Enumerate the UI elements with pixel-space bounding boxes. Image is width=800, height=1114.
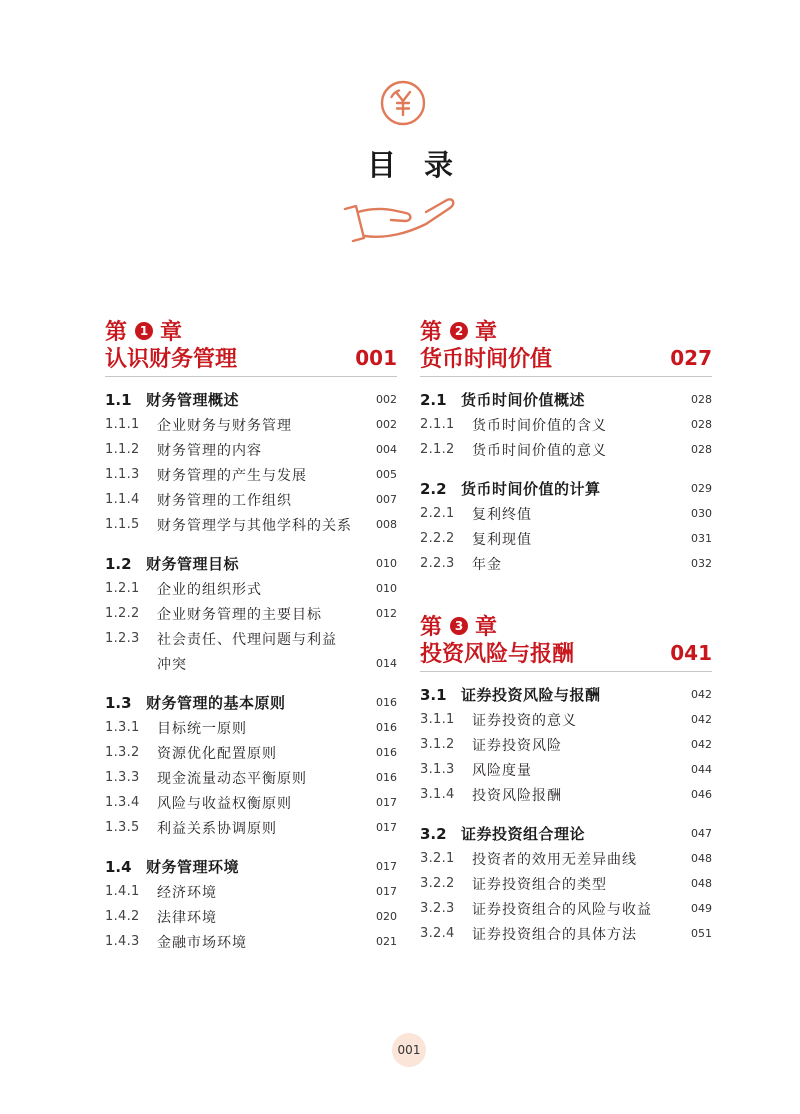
entry-title-line-1: 社会责任、代理问题与利益	[157, 631, 337, 648]
toc-entry	[105, 487, 397, 512]
section-page: 029	[691, 482, 712, 495]
section-title: 证券投资风险与报酬	[461, 686, 601, 704]
entry-title: 证券投资风险	[472, 737, 562, 754]
toc-entry	[420, 412, 712, 437]
entry-number: 1.1.4	[105, 492, 140, 507]
toc-entry	[105, 601, 397, 626]
entry-title: 投资者的效用无差异曲线	[472, 851, 637, 868]
entry-title: 复利现值	[472, 531, 532, 548]
entry-page: 031	[691, 532, 712, 545]
toc-entry	[420, 437, 712, 462]
section-heading	[420, 387, 712, 412]
entry-number: 2.1.1	[420, 417, 455, 432]
toc-entry	[420, 732, 712, 757]
entry-title: 复利终值	[472, 506, 532, 523]
entry-page: 042	[691, 738, 712, 751]
entry-title: 金融市场环境	[157, 934, 247, 951]
chapter-title-row	[105, 344, 397, 377]
entry-page: 020	[376, 910, 397, 923]
entry-title: 货币时间价值的含义	[472, 417, 607, 434]
toc-entry	[105, 929, 397, 954]
toc-entry	[105, 765, 397, 790]
section-title: 货币时间价值的计算	[461, 480, 601, 498]
toc-entry	[105, 740, 397, 765]
toc-entry	[420, 782, 712, 807]
toc-column-left	[105, 317, 397, 954]
section-heading	[420, 682, 712, 707]
hand-thumb	[358, 209, 410, 221]
entry-number: 3.2.3	[420, 901, 455, 916]
toc-column-right	[420, 317, 712, 946]
entry-title: 财务管理学与其他学科的关系	[157, 517, 352, 534]
section-heading	[105, 854, 397, 879]
entry-page: 007	[376, 493, 397, 506]
entry-page: 017	[376, 796, 397, 809]
toc-entry	[105, 715, 397, 740]
chapter-page: 001	[355, 345, 397, 370]
entry-page: 014	[376, 657, 397, 670]
entry-title: 财务管理的内容	[157, 442, 262, 459]
section-page: 017	[376, 860, 397, 873]
section-heading	[420, 476, 712, 501]
section-page: 028	[691, 393, 712, 406]
toc-entry	[105, 904, 397, 929]
chapter-prefix: 第	[420, 615, 443, 640]
entry-title: 目标统一原则	[157, 720, 247, 737]
section-number: 1.2	[105, 554, 132, 573]
entry-page: 021	[376, 935, 397, 948]
entry-number: 1.3.5	[105, 820, 140, 835]
entry-page: 002	[376, 418, 397, 431]
entry-page: 012	[376, 607, 397, 620]
toc-entry	[420, 501, 712, 526]
footer-page-number: 001	[392, 1033, 426, 1067]
section-title: 财务管理的基本原则	[146, 694, 286, 712]
section-number: 1.3	[105, 693, 132, 712]
entry-number: 2.2.1	[420, 506, 455, 521]
chapter-prefix: 第	[105, 320, 128, 345]
entry-title: 企业财务管理的主要目标	[157, 606, 322, 623]
entry-page: 032	[691, 557, 712, 570]
toc-entry-continuation	[105, 651, 397, 676]
entry-title: 年金	[472, 556, 502, 573]
toc-entry	[420, 551, 712, 576]
section-number: 1.1	[105, 390, 132, 409]
entry-number: 2.2.3	[420, 556, 455, 571]
entry-page: 016	[376, 746, 397, 759]
toc-entry	[105, 790, 397, 815]
section-title: 财务管理概述	[146, 391, 240, 409]
chapter-suffix: 章	[475, 320, 498, 345]
entry-page: 048	[691, 877, 712, 890]
entry-number: 1.4.2	[105, 909, 140, 924]
chapter-1	[105, 317, 397, 954]
entry-page: 030	[691, 507, 712, 520]
chapter-title-row	[420, 344, 712, 377]
section-page: 042	[691, 688, 712, 701]
section-heading	[420, 821, 712, 846]
chapter-title: 投资风险与报酬	[420, 642, 575, 667]
chapter-number-badge: 3	[450, 617, 468, 635]
section-number: 3.2	[420, 824, 447, 843]
section-heading	[105, 690, 397, 715]
section-number: 1.4	[105, 857, 132, 876]
chapter-suffix: 章	[160, 320, 183, 345]
section-title: 货币时间价值概述	[461, 391, 586, 409]
entry-number: 3.2.4	[420, 926, 455, 941]
entry-number: 1.2.2	[105, 606, 140, 621]
toc-entry	[420, 896, 712, 921]
entry-page: 042	[691, 713, 712, 726]
entry-title: 证券投资组合的类型	[472, 876, 607, 893]
chapter-label	[105, 317, 397, 344]
entry-title: 利益关系协调原则	[157, 820, 277, 837]
section-number: 2.1	[420, 390, 447, 409]
entry-number: 1.3.4	[105, 795, 140, 810]
toc-entry	[105, 512, 397, 537]
toc-entry	[105, 626, 397, 651]
entry-page: 044	[691, 763, 712, 776]
entry-number: 1.1.5	[105, 517, 140, 532]
entry-page: 008	[376, 518, 397, 531]
entry-number: 3.2.1	[420, 851, 455, 866]
entry-number: 1.1.3	[105, 467, 140, 482]
entry-page: 005	[376, 468, 397, 481]
entry-number: 2.2.2	[420, 531, 455, 546]
yen-coin-icon	[379, 79, 427, 127]
entry-title: 风险度量	[472, 762, 532, 779]
entry-page: 028	[691, 443, 712, 456]
entry-number: 1.2.1	[105, 581, 140, 596]
entry-number: 3.1.3	[420, 762, 455, 777]
section-title: 证券投资组合理论	[461, 825, 586, 843]
toc-entry	[105, 412, 397, 437]
entry-page: 028	[691, 418, 712, 431]
chapter-number-badge: 2	[450, 322, 468, 340]
entry-title: 财务管理的工作组织	[157, 492, 292, 509]
section-number: 2.2	[420, 479, 447, 498]
entry-number: 1.1.1	[105, 417, 140, 432]
chapter-page: 041	[670, 640, 712, 665]
toc-entry	[105, 437, 397, 462]
toc-title: 目 录	[366, 148, 463, 182]
entry-number: 1.3.1	[105, 720, 140, 735]
entry-title: 证券投资组合的具体方法	[472, 926, 637, 943]
entry-title: 投资风险报酬	[472, 787, 562, 804]
chapter-title: 货币时间价值	[420, 347, 553, 372]
entry-page: 004	[376, 443, 397, 456]
chapter-3	[420, 612, 712, 946]
entry-page: 016	[376, 721, 397, 734]
entry-number: 1.1.2	[105, 442, 140, 457]
chapter-suffix: 章	[475, 615, 498, 640]
section-page: 010	[376, 557, 397, 570]
entry-number: 1.2.3	[105, 631, 140, 646]
section-page: 002	[376, 393, 397, 406]
entry-title: 货币时间价值的意义	[472, 442, 607, 459]
chapter-prefix: 第	[420, 320, 443, 345]
entry-number: 3.1.1	[420, 712, 455, 727]
entry-number: 1.4.3	[105, 934, 140, 949]
toc-entry	[420, 921, 712, 946]
entry-number: 3.1.4	[420, 787, 455, 802]
entry-number: 3.1.2	[420, 737, 455, 752]
chapter-label	[420, 317, 712, 344]
section-page: 047	[691, 827, 712, 840]
entry-page: 049	[691, 902, 712, 915]
entry-page: 046	[691, 788, 712, 801]
entry-title-line-2: 冲突	[157, 656, 187, 673]
entry-page: 017	[376, 885, 397, 898]
section-page: 016	[376, 696, 397, 709]
entry-page: 010	[376, 582, 397, 595]
section-title: 财务管理目标	[146, 555, 240, 573]
entry-page: 017	[376, 821, 397, 834]
entry-page: 051	[691, 927, 712, 940]
toc-entry	[420, 871, 712, 896]
toc-entry	[420, 757, 712, 782]
toc-entry	[105, 815, 397, 840]
entry-number: 1.3.3	[105, 770, 140, 785]
entry-number: 3.2.2	[420, 876, 455, 891]
chapter-title: 认识财务管理	[105, 347, 238, 372]
section-heading	[105, 387, 397, 412]
entry-title: 企业财务与财务管理	[157, 417, 292, 434]
toc-entry	[105, 576, 397, 601]
entry-page: 016	[376, 771, 397, 784]
entry-title: 证券投资的意义	[472, 712, 577, 729]
entry-title: 财务管理的产生与发展	[157, 467, 307, 484]
entry-title: 经济环境	[157, 884, 217, 901]
chapter-2	[420, 317, 712, 576]
entry-title: 风险与收益权衡原则	[157, 795, 292, 812]
chapter-page: 027	[670, 345, 712, 370]
toc-entry	[420, 526, 712, 551]
toc-entry	[105, 879, 397, 904]
entry-number: 1.3.2	[105, 745, 140, 760]
toc-entry	[105, 462, 397, 487]
entry-title: 资源优化配置原则	[157, 745, 277, 762]
entry-title: 法律环境	[157, 909, 217, 926]
yen-symbol	[396, 92, 410, 115]
entry-title: 现金流量动态平衡原则	[157, 770, 307, 787]
section-title: 财务管理环境	[146, 858, 240, 876]
open-hand-icon	[342, 194, 458, 244]
entry-page: 048	[691, 852, 712, 865]
section-heading	[105, 551, 397, 576]
entry-number: 1.4.1	[105, 884, 140, 899]
entry-number: 2.1.2	[420, 442, 455, 457]
toc-entry	[420, 846, 712, 871]
chapter-label	[420, 612, 712, 639]
entry-title: 企业的组织形式	[157, 581, 262, 598]
chapter-number-badge: 1	[135, 322, 153, 340]
chapter-title-row	[420, 639, 712, 672]
toc-entry	[420, 707, 712, 732]
section-number: 3.1	[420, 685, 447, 704]
entry-title: 证券投资组合的风险与收益	[472, 901, 652, 918]
